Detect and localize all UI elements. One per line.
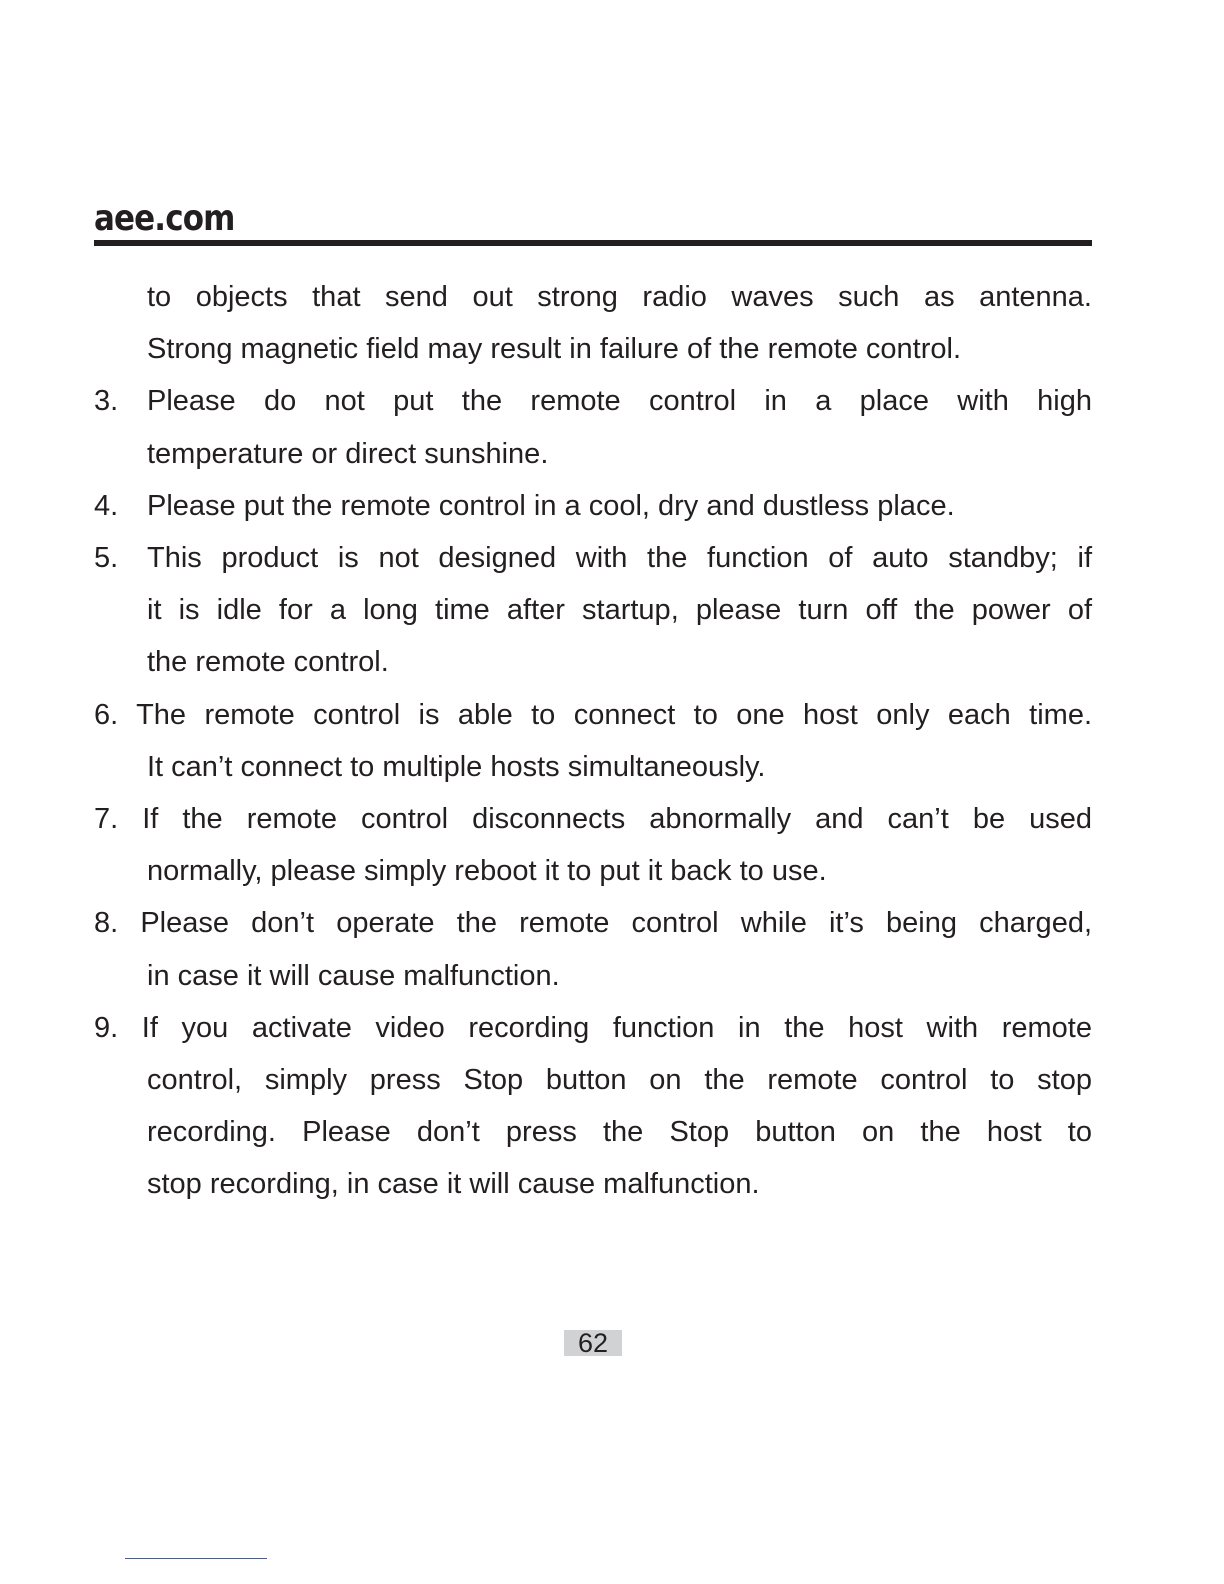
list-item-number: 5. <box>94 542 119 575</box>
text-line: control, simply press Stop button on the remote control to stop <box>147 1064 1092 1097</box>
text-line: to objects that send out strong radio waves such as antenna. <box>147 281 1092 313</box>
text-line: It can’t connect to multiple hosts simultaneously. <box>147 750 766 783</box>
list-item-number: 8. <box>94 907 119 940</box>
page-content <box>94 271 1092 1211</box>
text-line: stop recording, in case it will cause malfunction. <box>147 1168 760 1201</box>
list-item <box>94 480 1092 532</box>
text-line <box>94 793 1092 845</box>
text-segment: Please don’t operate the remote control while it’s being charged, <box>140 907 1093 940</box>
footer-divider <box>125 1558 267 1559</box>
list-item <box>94 1002 1092 1211</box>
list-item-number: 6. <box>94 698 119 731</box>
text-segment: The remote control is able to connect to one host only each time. <box>136 698 1092 731</box>
text-line: Please do not put the remote control in a place with high <box>147 385 1092 418</box>
list-item-number: 7. <box>94 803 119 836</box>
page-number: 62 <box>564 1330 622 1356</box>
text-line: it is idle for a long time after startup, please turn off the power of <box>147 594 1092 627</box>
text-segment: If you activate video recording function in the host with remote <box>141 1011 1092 1044</box>
text-line: Please put the remote control in a cool, dry and dustless place. <box>147 489 955 522</box>
list-item <box>94 793 1092 897</box>
list-item-number: 3. <box>94 385 119 418</box>
list-item <box>94 532 1092 689</box>
list-item <box>94 689 1092 793</box>
text-line: normally, please simply reboot it to put it back to use. <box>147 855 827 888</box>
list-item-number: 4. <box>94 489 119 522</box>
text-line: the remote control. <box>147 646 389 679</box>
list-item-number: 9. <box>94 1011 119 1044</box>
text-segment: If the remote control disconnects abnormally and can’t be used <box>142 803 1092 836</box>
page-header <box>94 196 1092 246</box>
list-item <box>94 897 1092 1001</box>
text-line: temperature or direct sunshine. <box>147 437 549 470</box>
text-line <box>94 897 1092 949</box>
text-line <box>94 689 1092 741</box>
list-item <box>94 375 1092 479</box>
continued-paragraph <box>94 271 1092 375</box>
brand-logo: aee.com <box>94 198 235 239</box>
text-line: recording. Please don’t press the Stop button on the host to <box>147 1116 1092 1149</box>
text-line: Strong magnetic field may result in failure of the remote control. <box>147 333 961 366</box>
text-line: in case it will cause malfunction. <box>147 959 560 992</box>
text-line <box>94 1002 1092 1054</box>
text-line: This product is not designed with the function of auto standby; if <box>147 542 1092 575</box>
